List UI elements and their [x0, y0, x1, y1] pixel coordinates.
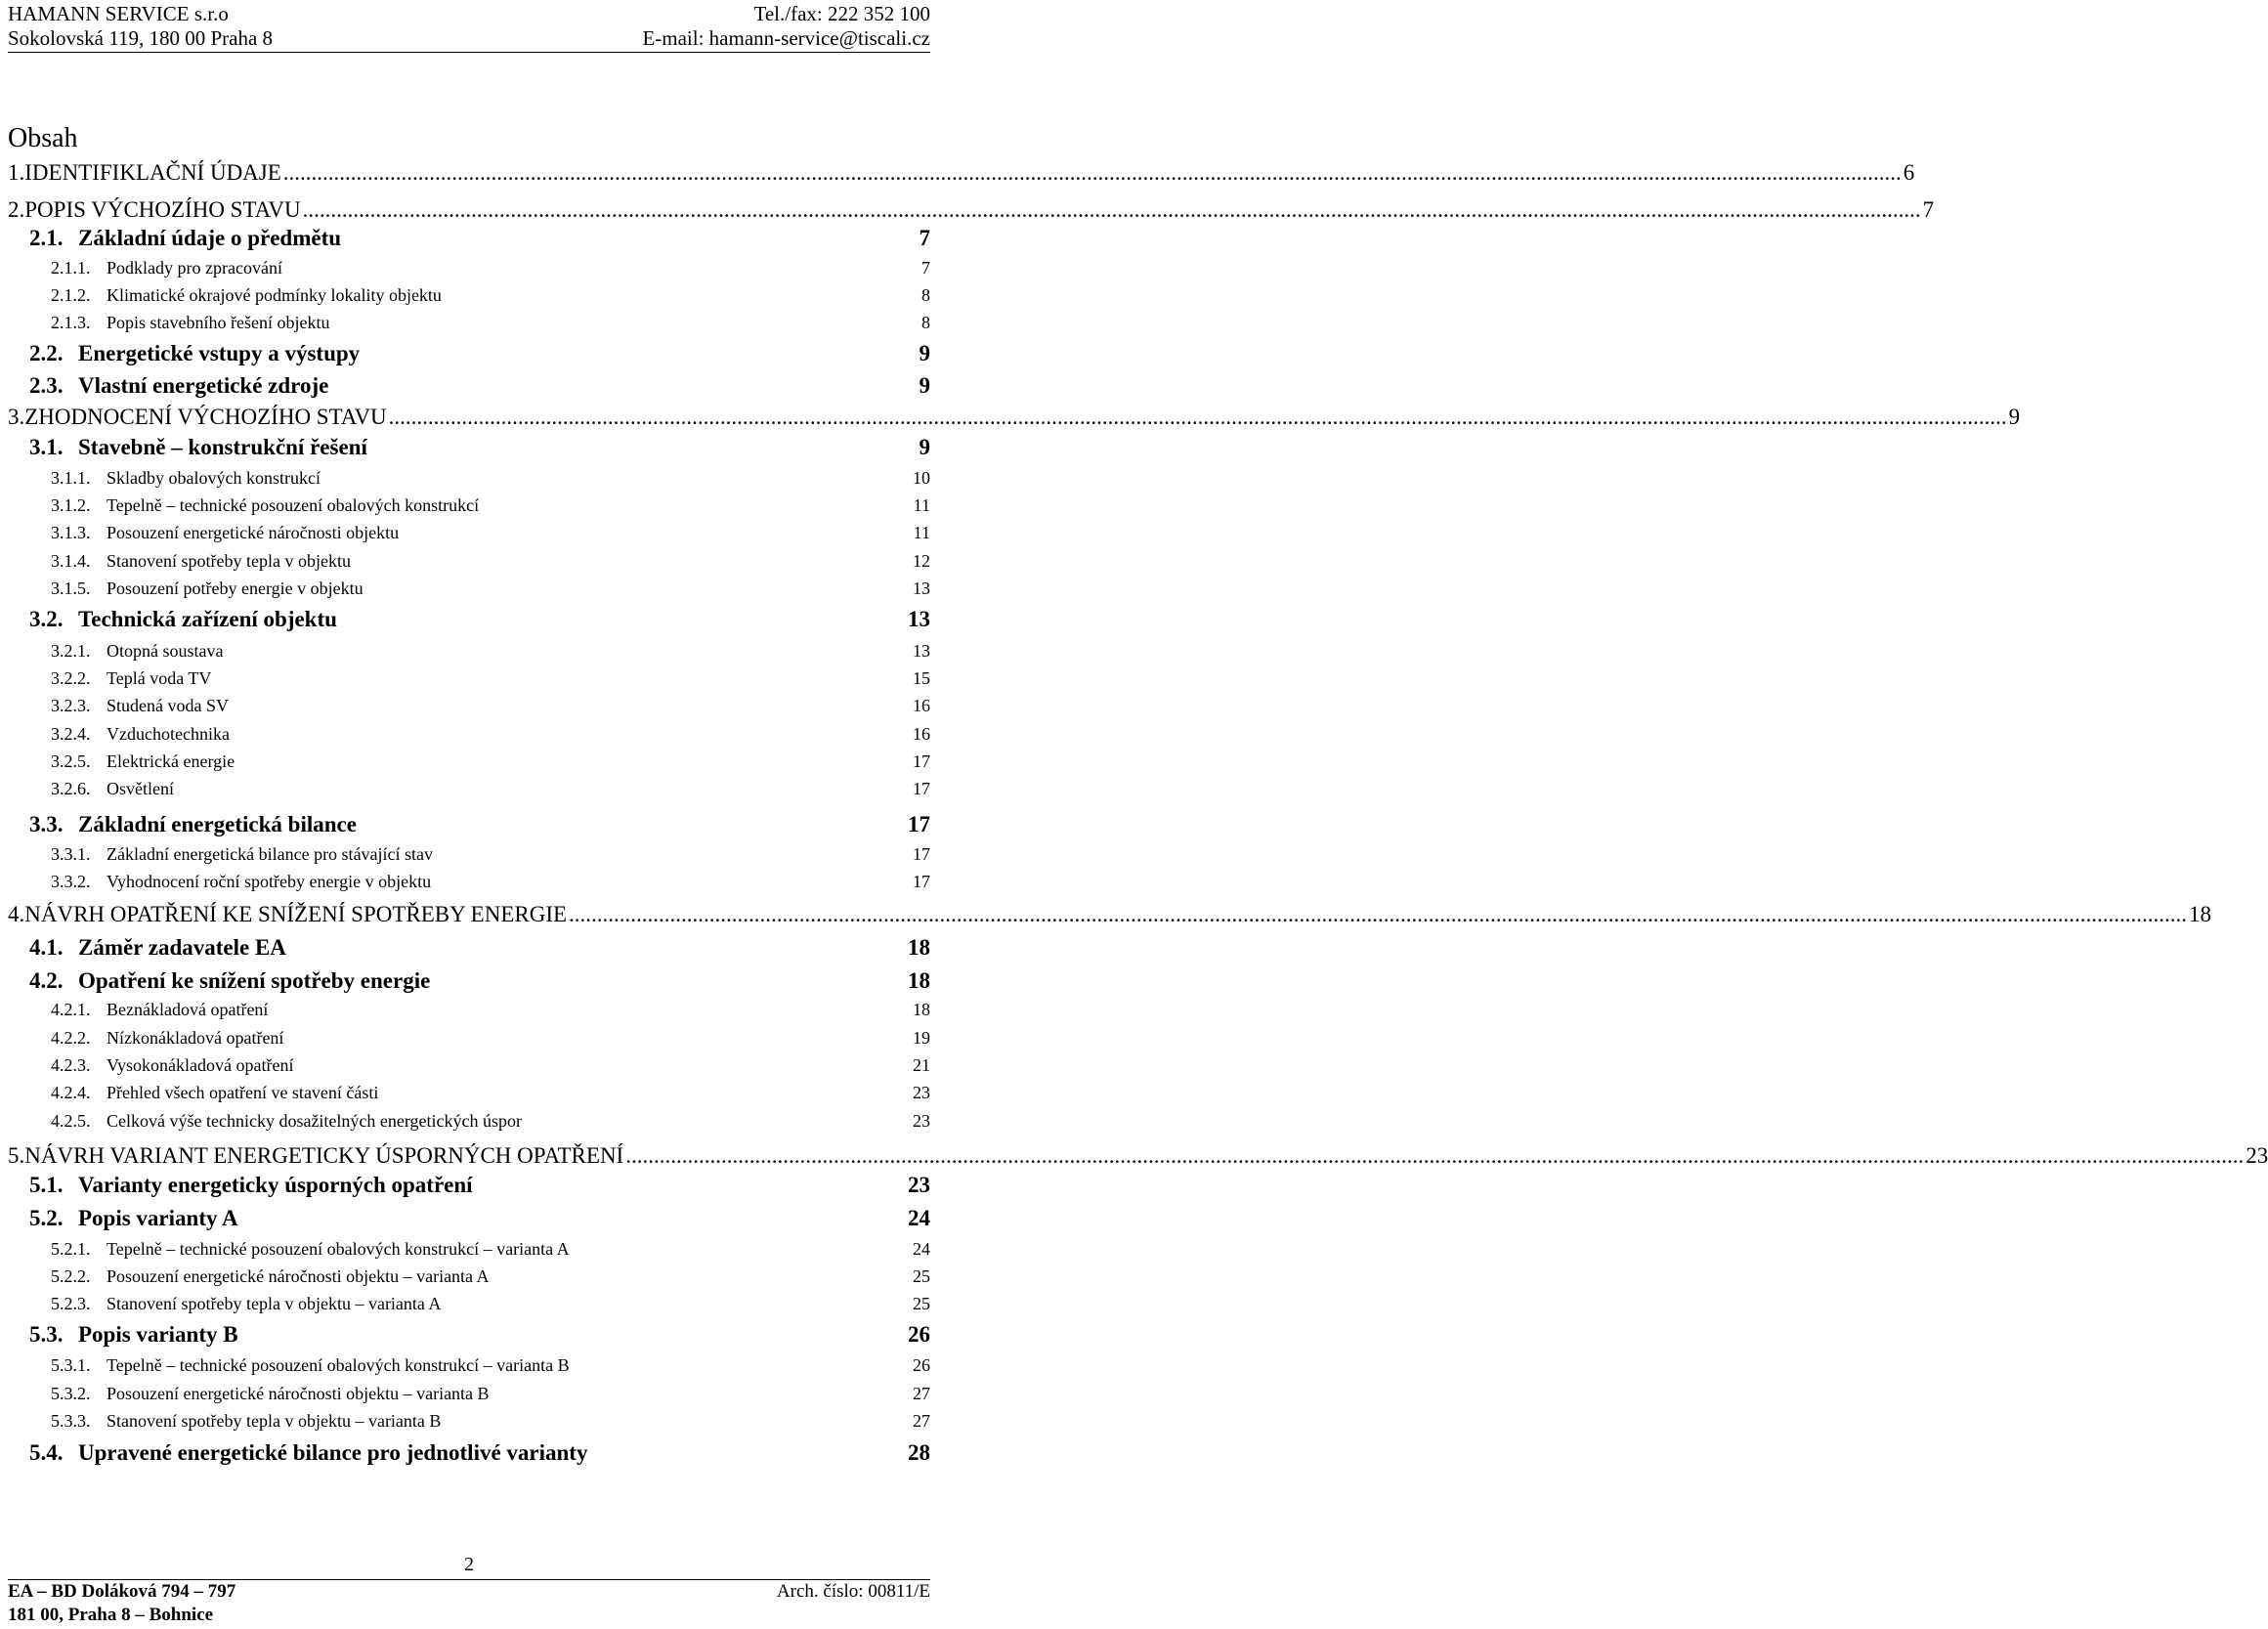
toc-entry-page: 8	[921, 285, 930, 305]
toc-dot-leader	[389, 404, 2007, 431]
toc-entry-page: 7	[1922, 197, 1935, 222]
toc-entry[interactable]	[29, 1439, 930, 1467]
toc-entry-label: Tepelně – technické posouzení obalových konstrukcí	[107, 495, 480, 515]
toc-entry-number: 3.3.2.	[51, 872, 91, 891]
toc-entry[interactable]	[51, 312, 930, 333]
toc-entry-page: 28	[908, 1440, 930, 1465]
toc-entry-page: 24	[908, 1206, 930, 1230]
toc-entry-label: Osvětlení	[107, 779, 174, 798]
toc-entry[interactable]	[51, 550, 930, 572]
toc-dot-leader	[625, 1142, 2244, 1170]
toc-entry-page: 11	[913, 523, 930, 542]
toc-entry-page: 17	[908, 812, 930, 836]
toc-entry-label: Opatření ke snížení spotřeby energie	[78, 968, 431, 993]
toc-entry-page: 15	[913, 668, 930, 688]
toc-entry-page: 11	[913, 495, 930, 515]
toc-entry-page: 19	[913, 1028, 930, 1048]
toc-entry-label: POPIS VÝCHOZÍHO STAVU	[24, 197, 301, 222]
toc-entry-label: Celková výše technicky dosažitelných energetických úspor	[107, 1111, 523, 1131]
toc-entry[interactable]	[29, 340, 930, 367]
toc-entry[interactable]	[51, 578, 930, 599]
toc-entry[interactable]	[8, 901, 2212, 928]
toc-entry-page: 27	[913, 1384, 930, 1403]
toc-entry-number: 4.2.	[29, 968, 64, 993]
toc-entry-label: NÁVRH VARIANT ENERGETICKY ÚSPORNÝCH OPATŘENÍ	[24, 1143, 624, 1168]
toc-entry-number: 3.3.	[29, 812, 64, 836]
toc-entry-number: 5.2.2.	[51, 1266, 91, 1286]
toc-entry-page: 9	[2008, 405, 2021, 429]
toc-entry-label: Záměr zadavatele EA	[78, 935, 286, 960]
toc-entry[interactable]	[51, 284, 930, 306]
footer-divider	[8, 1579, 930, 1580]
toc-entry-page: 7	[921, 258, 930, 278]
toc-entry[interactable]	[51, 1082, 930, 1103]
toc-entry-number: 4.	[8, 902, 25, 926]
toc-entry-label: Tepelně – technické posouzení obalových konstrukcí – varianta B	[107, 1355, 570, 1375]
toc-entry[interactable]	[51, 871, 930, 892]
toc-entry[interactable]	[51, 257, 930, 279]
page-number: 2	[464, 1554, 474, 1575]
toc-entry-number: 5.3.3.	[51, 1411, 91, 1431]
toc-entry-number: 3.2.6.	[51, 779, 91, 798]
toc-entry-page: 6	[1903, 160, 1915, 185]
toc-entry-label: Tepelně – technické posouzení obalových konstrukcí – varianta A	[107, 1239, 570, 1259]
toc-entry[interactable]	[51, 467, 930, 489]
toc-entry[interactable]	[29, 934, 930, 962]
toc-entry-label: Stavebně – konstrukční řešení	[78, 435, 367, 459]
toc-entry-number: 5.2.	[29, 1206, 64, 1230]
toc-entry-number: 4.1.	[29, 935, 64, 960]
toc-entry[interactable]	[51, 1027, 930, 1049]
toc-entry-page: 12	[913, 551, 930, 571]
toc-entry-page: 27	[913, 1411, 930, 1431]
toc-dot-leader	[569, 901, 2187, 928]
toc-entry-label: Podklady pro zpracování	[107, 258, 282, 278]
toc-entry[interactable]	[29, 1321, 930, 1349]
toc-entry[interactable]	[29, 372, 930, 400]
toc-entry-page: 18	[913, 1000, 930, 1019]
toc-entry-number: 2.1.3.	[51, 313, 91, 332]
toc-entry-label: Přehled všech opatření ve stavení části	[107, 1083, 379, 1102]
toc-entry-number: 5.	[8, 1143, 25, 1168]
toc-entry-label: Skladby obalových konstrukcí	[107, 468, 321, 488]
toc-entry-label: NÁVRH OPATŘENÍ KE SNÍŽENÍ SPOTŘEBY ENERGIE	[24, 902, 568, 926]
toc-entry-label: Vysokonákladová opatření	[107, 1055, 294, 1075]
toc-entry-label: IDENTIFIKLAČNÍ ÚDAJE	[24, 160, 281, 185]
company-address: Sokolovská 119, 180 00 Praha 8	[8, 26, 274, 50]
toc-entry-number: 2.1.2.	[51, 285, 91, 305]
toc-entry-label: Popis stavebního řešení objektu	[107, 313, 330, 332]
toc-entry-page: 18	[908, 968, 930, 993]
toc-entry-page: 16	[913, 724, 930, 744]
toc-entry-number: 1.	[8, 160, 25, 185]
page-footer-row-1	[8, 1581, 930, 1603]
toc-entry[interactable]	[51, 999, 930, 1020]
toc-entry-number: 3.2.	[29, 607, 64, 631]
toc-entry-number: 3.3.1.	[51, 844, 91, 864]
toc-entry[interactable]	[51, 640, 930, 662]
toc-entry-number: 4.2.1.	[51, 1000, 91, 1019]
toc-entry-page: 9	[919, 373, 930, 398]
toc-entry-label: Elektrická energie	[107, 751, 235, 771]
toc-entry[interactable]	[29, 811, 930, 838]
company-email: E-mail: hamann-service@tiscali.cz	[642, 26, 930, 50]
toc-entry[interactable]	[51, 1238, 930, 1260]
toc-entry-number: 5.3.1.	[51, 1355, 91, 1375]
toc-entry-label: Popis varianty A	[78, 1206, 238, 1230]
toc-entry-page: 9	[919, 341, 930, 365]
footer-archive-number: Arch. číslo: 00811/E	[776, 1581, 930, 1602]
toc-entry[interactable]	[8, 404, 2021, 431]
toc-entry-page: 17	[913, 779, 930, 798]
toc-entry-label: Vyhodnocení roční spotřeby energie v objektu	[107, 872, 432, 891]
toc-entry-label: Stanovení spotřeby tepla v objektu – varianta B	[107, 1411, 442, 1431]
toc-entry-number: 3.2.2.	[51, 668, 91, 688]
toc-entry-label: Vzduchotechnika	[107, 724, 230, 744]
toc-entry-label: Stanovení spotřeby tepla v objektu	[107, 551, 351, 571]
toc-entry[interactable]	[51, 494, 930, 516]
toc-entry-label: Popis varianty B	[78, 1322, 238, 1347]
toc-entry[interactable]	[8, 196, 1935, 224]
toc-entry-number: 4.2.2.	[51, 1028, 91, 1048]
toc-entry[interactable]	[29, 1172, 930, 1199]
toc-entry-number: 3.2.3.	[51, 696, 91, 715]
toc-entry-page: 17	[913, 751, 930, 771]
toc-entry-label: Beznákladová opatření	[107, 1000, 269, 1019]
toc-entry-number: 4.2.5.	[51, 1111, 91, 1131]
toc-entry-label: Základní údaje o předmětu	[78, 226, 342, 250]
toc-entry[interactable]	[51, 1265, 930, 1287]
toc-entry-page: 25	[913, 1266, 930, 1286]
toc-entry-page: 13	[908, 607, 930, 631]
toc-entry-number: 2.2.	[29, 341, 64, 365]
page-footer-row-2	[8, 1605, 930, 1626]
toc-entry-number: 3.1.3.	[51, 523, 91, 542]
toc-entry[interactable]	[51, 778, 930, 799]
toc-entry-page: 13	[913, 641, 930, 661]
toc-entry-label: Stanovení spotřeby tepla v objektu – varianta A	[107, 1294, 442, 1313]
toc-entry-page: 23	[913, 1111, 930, 1131]
company-phone: Tel./fax: 222 352 100	[753, 2, 930, 25]
toc-entry-number: 4.2.4.	[51, 1083, 91, 1102]
toc-entry-page: 17	[913, 872, 930, 891]
toc-entry-label: Otopná soustava	[107, 641, 224, 661]
toc-entry-number: 3.1.	[29, 435, 64, 459]
toc-entry-label: Posouzení energetické náročnosti objektu	[107, 523, 400, 542]
toc-entry-page: 25	[913, 1294, 930, 1313]
toc-entry[interactable]	[29, 606, 930, 633]
toc-entry-page: 23	[908, 1173, 930, 1197]
toc-entry-number: 2.1.	[29, 226, 64, 250]
toc-entry-number: 2.	[8, 197, 25, 222]
toc-entry-label: Posouzení energetické náročnosti objektu – varianta A	[107, 1266, 490, 1286]
toc-entry-page: 16	[913, 696, 930, 715]
toc-entry-number: 5.2.3.	[51, 1294, 91, 1313]
toc-entry-page: 23	[2246, 1143, 2268, 1168]
toc-entry-number: 5.3.2.	[51, 1384, 91, 1403]
toc-entry-page: 17	[913, 844, 930, 864]
toc-dot-leader	[303, 196, 1921, 224]
toc-entry[interactable]	[51, 1110, 930, 1132]
toc-entry-page: 10	[913, 468, 930, 488]
toc-entry-number: 3.2.4.	[51, 724, 91, 744]
toc-entry-number: 5.2.1.	[51, 1239, 91, 1259]
company-name: HAMANN SERVICE s.r.o	[8, 2, 229, 25]
toc-entry-label: Teplá voda TV	[107, 668, 212, 688]
toc-entry-page: 13	[913, 579, 930, 598]
toc-entry-label: Posouzení energetické náročnosti objektu – varianta B	[107, 1384, 490, 1403]
toc-entry-page: 24	[913, 1239, 930, 1259]
toc-entry-label: Nízkonákladová opatření	[107, 1028, 284, 1048]
toc-entry-label: Vlastní energetické zdroje	[78, 373, 329, 398]
toc-entry-label: Základní energetická bilance	[78, 812, 357, 836]
toc-entry-label: Upravené energetické bilance pro jednotlivé varianty	[78, 1440, 588, 1465]
toc-entry-label: Varianty energeticky úsporných opatření	[78, 1173, 473, 1197]
toc-entry[interactable]	[51, 695, 930, 716]
footer-location: 181 00, Praha 8 – Bohnice	[8, 1605, 214, 1625]
toc-entry-page: 9	[919, 435, 930, 459]
toc-entry-page: 23	[913, 1083, 930, 1102]
toc-entry[interactable]	[51, 522, 930, 543]
toc-entry-number: 4.2.3.	[51, 1055, 91, 1075]
toc-entry[interactable]	[51, 843, 930, 865]
toc-entry[interactable]	[51, 723, 930, 745]
toc-entry-number: 3.1.4.	[51, 551, 91, 571]
toc-entry-page: 26	[913, 1355, 930, 1375]
toc-entry[interactable]	[29, 967, 930, 995]
toc-entry[interactable]	[29, 1205, 930, 1232]
toc-entry[interactable]	[8, 1142, 2268, 1170]
toc-entry-label: ZHODNOCENÍ VÝCHOZÍHO STAVU	[24, 405, 387, 429]
toc-entry[interactable]	[29, 225, 930, 252]
toc-entry-number: 2.3.	[29, 373, 64, 398]
toc-entry[interactable]	[51, 1383, 930, 1404]
toc-entry-page: 26	[908, 1322, 930, 1347]
toc-entry-number: 3.2.1.	[51, 641, 91, 661]
toc-entry-page: 7	[919, 226, 930, 250]
toc-entry[interactable]	[51, 1410, 930, 1432]
toc-entry[interactable]	[51, 667, 930, 689]
toc-entry-number: 5.4.	[29, 1440, 64, 1465]
toc-entry-page: 21	[913, 1055, 930, 1075]
toc-entry[interactable]	[29, 434, 930, 461]
toc-entry-number: 3.1.5.	[51, 579, 91, 598]
toc-entry[interactable]	[51, 1354, 930, 1376]
footer-project: EA – BD Doláková 794 – 797	[8, 1581, 236, 1602]
toc-entry-page: 8	[921, 313, 930, 332]
toc-entry-page: 18	[908, 935, 930, 960]
toc-entry-number: 5.1.	[29, 1173, 64, 1197]
toc-entry-label: Energetické vstupy a výstupy	[78, 341, 361, 365]
toc-entry[interactable]	[51, 750, 930, 772]
toc-entry[interactable]	[8, 159, 1915, 187]
toc-entry-number: 5.3.	[29, 1322, 64, 1347]
page-header-row-2	[8, 26, 930, 50]
toc-entry-label: Klimatické okrajové podmínky lokality objektu	[107, 285, 442, 305]
toc-entry-number: 3.1.1.	[51, 468, 91, 488]
toc-entry-number: 3.1.2.	[51, 495, 91, 515]
toc-entry-number: 3.	[8, 405, 25, 429]
toc-entry-number: 2.1.1.	[51, 258, 91, 278]
toc-entry[interactable]	[51, 1293, 930, 1314]
toc-entry-number: 3.2.5.	[51, 751, 91, 771]
toc-entry-label: Studená voda SV	[107, 696, 229, 715]
page-header-row-1	[8, 2, 930, 25]
toc-dot-leader	[283, 159, 1902, 187]
toc-entry-label: Základní energetická bilance pro stávající stav	[107, 844, 434, 864]
toc-entry-page: 18	[2189, 902, 2212, 926]
toc-entry-label: Posouzení potřeby energie v objektu	[107, 579, 364, 598]
toc-entry-label: Technická zařízení objektu	[78, 607, 337, 631]
toc-entry[interactable]	[51, 1054, 930, 1076]
header-divider	[8, 52, 930, 53]
toc-title: Obsah	[8, 123, 78, 153]
